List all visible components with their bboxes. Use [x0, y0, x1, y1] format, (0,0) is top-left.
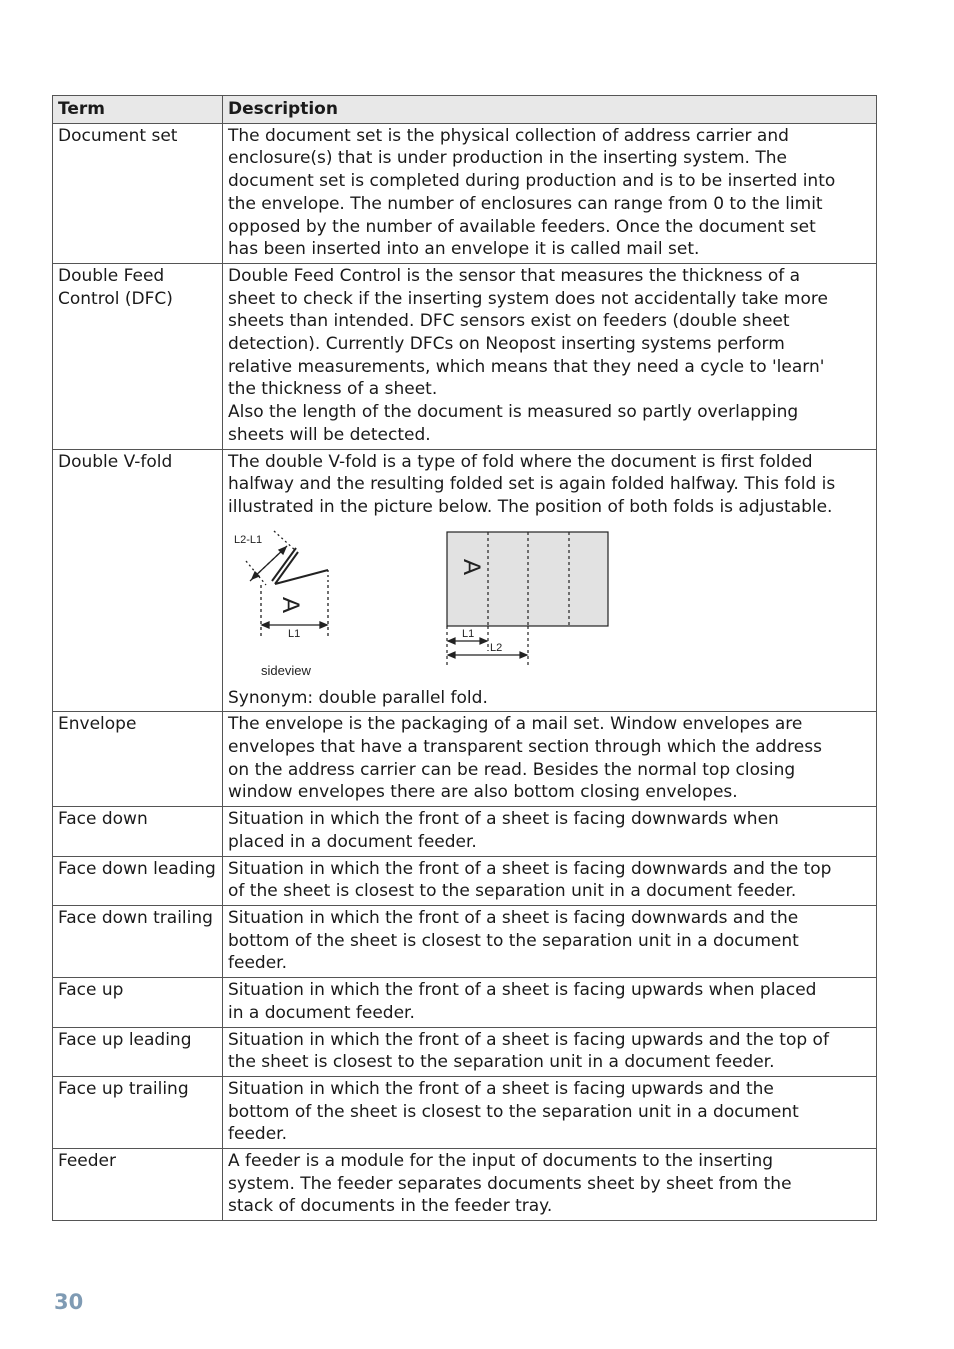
table-header-row — [53, 96, 877, 124]
term-cell: Face up trailing — [53, 1076, 223, 1148]
description-line: Situation in which the front of a sheet is facing downwards and the top — [228, 858, 832, 879]
term-cell: Envelope — [53, 712, 223, 807]
description-line: document set is completed during production and is to be inserted into — [228, 171, 836, 192]
description-line: A feeder is a module for the input of documents to the inserting — [228, 1151, 774, 1172]
side-l1-label: L1 — [288, 627, 301, 640]
description-line: system. The feeder separates documents sheet by sheet from the — [228, 1173, 792, 1194]
description-line: the sheet is closest to the separation unit in a document feeder. — [228, 1052, 775, 1073]
frontview-diagram — [447, 532, 608, 666]
side-letter-label: A — [277, 596, 304, 613]
term-cell — [53, 263, 223, 449]
term-cell: Face up leading — [53, 1027, 223, 1076]
description-line: sheets will be detected. — [228, 424, 431, 445]
description-line: detection). Currently DFCs on Neopost inserting systems perform — [228, 334, 785, 355]
description-line: The envelope is the packaging of a mail set. Window envelopes are — [228, 714, 803, 735]
description-cell — [223, 1027, 877, 1076]
description-column-header: Description — [223, 96, 877, 124]
description-cell — [223, 905, 877, 977]
description-line: the thickness of a sheet. — [228, 379, 438, 400]
table-row — [53, 1076, 877, 1148]
description-line: sheets than intended. DFC sensors exist on feeders (double sheet — [228, 311, 790, 332]
description-cell — [223, 123, 877, 263]
description-cell — [223, 712, 877, 807]
sideview-diagram — [246, 531, 328, 639]
front-l1-label: L1 — [462, 627, 475, 640]
description-line: feeder. — [228, 953, 287, 974]
description-cell — [223, 978, 877, 1027]
sideview-caption: sideview — [261, 662, 311, 678]
description-line: stack of documents in the feeder tray. — [228, 1196, 553, 1217]
term-cell: Face down leading — [53, 856, 223, 905]
description-line: in a document feeder. — [228, 1002, 415, 1023]
term-column-header: Term — [53, 96, 223, 124]
term-cell: Face up — [53, 978, 223, 1027]
description-line: The double V-fold is a type of fold where the document is first folded — [228, 451, 813, 472]
description-line: illustrated in the picture below. The position of both folds is adjustable. — [228, 496, 833, 517]
glossary-table — [52, 95, 877, 1221]
description-cell — [223, 449, 877, 712]
description-line: feeder. — [228, 1124, 287, 1145]
side-dimension-label: L2-L1 — [234, 533, 263, 546]
description-cell — [223, 856, 877, 905]
page-number: 30 — [54, 1290, 84, 1314]
description-line: sheet to check if the inserting system does not accidentally take more — [228, 288, 828, 309]
description-line: enclosure(s) that is under production in the inserting system. The — [228, 148, 787, 169]
term-text: Double Feed Control (DFC) — [58, 265, 173, 309]
table-row — [53, 807, 877, 856]
front-l2-label: L2 — [490, 641, 503, 654]
table-row — [53, 123, 877, 263]
front-letter-label: A — [458, 558, 485, 575]
description-line: Double Feed Control is the sensor that measures the thickness of a — [228, 265, 801, 286]
description-line: Situation in which the front of a sheet is facing downwards when — [228, 809, 779, 830]
description-line: the envelope. The number of enclosures can range from 0 to the limit — [228, 193, 823, 214]
description-line: Situation in which the front of a sheet is facing upwards when placed — [228, 980, 817, 1001]
description-line: Situation in which the front of a sheet is facing upwards and the top of — [228, 1029, 829, 1050]
term-cell: Double V-fold — [53, 449, 223, 712]
description-line: window envelopes there are also bottom closing envelopes. — [228, 782, 738, 803]
description-line: bottom of the sheet is closest to the separation unit in a document — [228, 1101, 799, 1122]
term-cell: Feeder — [53, 1149, 223, 1221]
description-line: halfway and the resulting folded set is again folded halfway. This fold is — [228, 474, 836, 495]
description-cell — [223, 807, 877, 856]
term-cell: Document set — [53, 123, 223, 263]
description-cell — [223, 263, 877, 449]
table-row — [53, 263, 877, 449]
description-line: bottom of the sheet is closest to the separation unit in a document — [228, 930, 799, 951]
description-line: envelopes that have a transparent section through which the address — [228, 737, 822, 758]
description-line: The document set is the physical collection of address carrier and — [228, 125, 789, 146]
description-line: has been inserted into an envelope it is called mail set. — [228, 239, 700, 260]
fold-diagram — [228, 523, 628, 687]
description-line: relative measurements, which means that they need a cycle to 'learn' — [228, 356, 825, 377]
description-cell — [223, 1149, 877, 1221]
term-cell: Face down trailing — [53, 905, 223, 977]
double-v-fold-figure — [228, 523, 871, 687]
table-row — [53, 978, 877, 1027]
table-row — [53, 449, 877, 712]
table-row — [53, 905, 877, 977]
table-row — [53, 1027, 877, 1076]
synonym-line: Synonym: double parallel fold. — [228, 687, 488, 708]
description-line: placed in a document feeder. — [228, 831, 477, 852]
description-line: on the address carrier can be read. Besides the normal top closing — [228, 759, 796, 780]
description-cell — [223, 1076, 877, 1148]
description-line: Situation in which the front of a sheet is facing upwards and the — [228, 1078, 774, 1099]
table-row — [53, 856, 877, 905]
description-line: of the sheet is closest to the separation unit in a document feeder. — [228, 881, 797, 902]
description-line: opposed by the number of available feeders. Once the document set — [228, 216, 816, 237]
term-cell: Face down — [53, 807, 223, 856]
description-line: Also the length of the document is measured so partly overlapping — [228, 402, 799, 423]
description-line: Situation in which the front of a sheet is facing downwards and the — [228, 907, 799, 928]
table-row — [53, 712, 877, 807]
table-row — [53, 1149, 877, 1221]
